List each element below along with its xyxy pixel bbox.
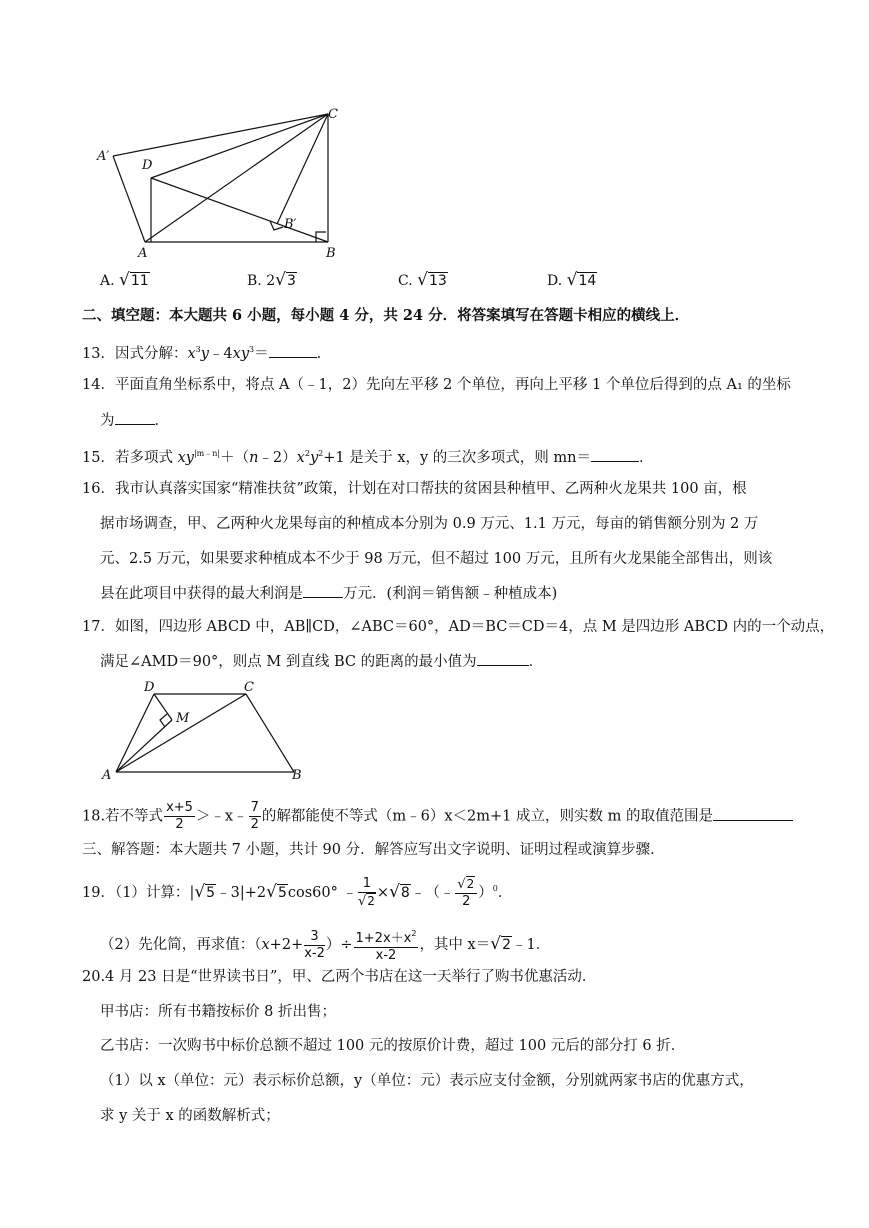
section-2-heading: 二、填空题：本大题共 6 小题，每小题 4 分，共 24 分．将答案填写在答题卡相应的横线上．: [82, 307, 690, 324]
fig1-label-d: D: [142, 158, 153, 173]
fig2-label-a: A: [102, 768, 112, 783]
question-20-line3: 乙书店：一次购书中标价总额不超过 100 元的按原价计费，超过 100 元后的部分打 6 折．: [100, 1038, 686, 1054]
option-b: B. 2√3: [247, 270, 296, 290]
fig1-label-a-prime: A′: [97, 149, 110, 164]
question-16-line3: 元、2.5 万元，如果要求种植成本不少于 98 万元，但不超过 100 万元，且所有火龙果能全部售出，则该: [100, 551, 773, 567]
question-20-line1: 20.4 月 23 日是“世界读书日”，甲、乙两个书店在这一天举行了购书优惠活动．: [82, 969, 597, 985]
question-14-line1: 14．平面直角坐标系中，将点 A（﹣1，2）先向左平移 2 个单位，再向上平移 1 个单位后得到的点 A₁ 的坐标: [82, 377, 791, 393]
option-a: A. √11: [100, 270, 149, 290]
question-17-line1: 17．如图，四边形 ABCD 中，AB∥CD，∠ABC＝60°，AD＝BC＝CD＝4，点 M 是四边形 ABCD 内的一个动点，: [82, 619, 835, 635]
question-15: 15．若多项式 $xy^{|m﹣n|}+(n﹣2)x^2y^2+1$ 是关于 x，y 的三次多项式，则 mn＝ ．: [82, 449, 654, 466]
fraction-x-plus-5: $\frac{x+5}{2}$: [166, 800, 193, 832]
question-20-line4: （1）以 x（单位：元）表示标价总额，y（单位：元）表示应支付金额，分别就两家书店的优惠方式，: [100, 1073, 754, 1089]
question-16-line4: 县在此项目中获得的最大利润是 万元．(利润＝销售额﹣种植成本): [100, 583, 557, 604]
option-c: C. √13: [398, 270, 447, 290]
question-16-line2: 据市场调查，甲、乙两种火龙果每亩的种植成本分别为 0.9 万元、1.1 万元，每亩的销售额分别为 2 万: [100, 516, 759, 532]
question-19-part2: （2）先化简，再求值：（x+2+ $\frac{3}{x-2}$ ）÷ $\frac{1+2x+x^2}{x-2}$ ，其中 x＝√2﹣1．: [100, 926, 550, 964]
figure-quadrilateral-fold: [90, 100, 350, 260]
question-13: 13．因式分解：$x^3y﹣4xy^3=$ ．: [82, 345, 332, 362]
question-16-line1: 16．我市认真落实国家“精准扶贫”政策，计划在对口帮扶的贫困县种植甲、乙两种火龙果共 100 亩，根: [82, 481, 747, 497]
section-3-heading: 三、解答题：本大题共 7 小题，共计 90 分．解答应写出文字说明、证明过程或演算步骤．: [82, 842, 665, 858]
fig2-label-m: M: [176, 711, 190, 726]
question-18: 18.若不等式 $\frac{x+5}{2}$ ＞﹣x﹣ $\frac{7}{2}$ 的解都能使不等式（m﹣6）x＜2m+1 成立，则实数 m 的取值范围是: [82, 800, 793, 833]
fraction-7-over-2: $\frac{7}{2}$: [250, 800, 259, 832]
fig1-label-a: A: [138, 246, 148, 260]
fig1-label-c: C: [328, 107, 338, 122]
figure-trapezoid: [96, 676, 316, 786]
fig2-label-d: D: [144, 680, 155, 695]
question-20-line5: 求 y 关于 x 的函数解析式；: [100, 1108, 280, 1124]
fig1-label-b: B: [326, 246, 336, 260]
question-17-line2: 满足∠AMD＝90°，则点 M 到直线 BC 的距离的最小值为 ．: [100, 651, 543, 672]
fig2-label-c: C: [244, 680, 254, 695]
option-d: D. √14: [547, 270, 597, 290]
fig2-label-b: B: [292, 768, 302, 783]
question-19-part1: 19．（1）计算：|√5﹣3|+2√5cos60° ﹣ $\frac{1}{√2}$ ×√8﹣（﹣ $\frac{√2}{2}$ ）$^0$．: [82, 876, 513, 909]
fig1-label-b-prime: B′: [284, 217, 297, 232]
question-14-line2: 为 ．: [100, 410, 169, 431]
question-20-line2: 甲书店：所有书籍按标价 8 折出售；: [100, 1004, 336, 1020]
